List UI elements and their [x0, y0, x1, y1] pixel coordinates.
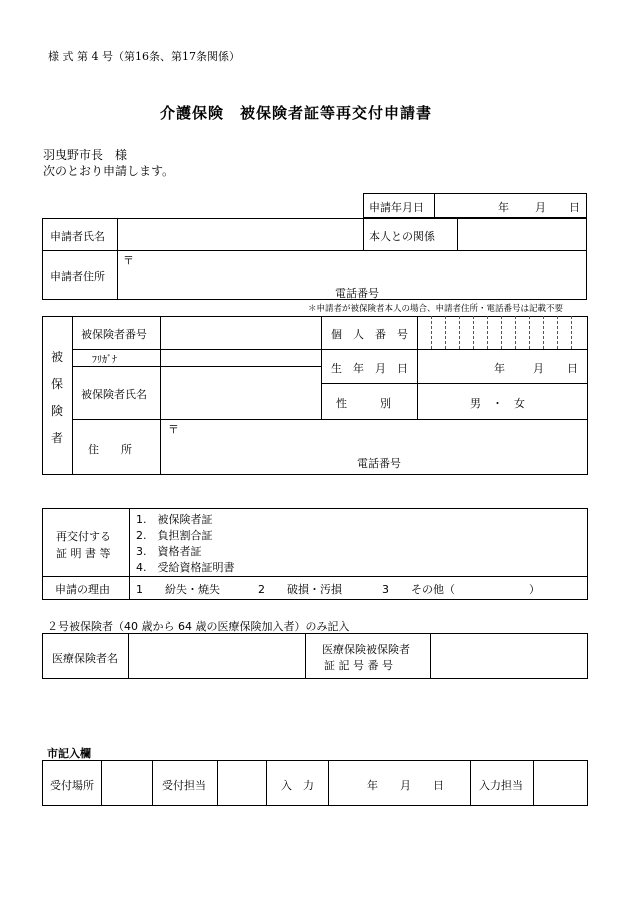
insured-side-label-4: 者: [50, 431, 63, 445]
input-label: 入 力: [281, 779, 314, 792]
sex-label: 性 別: [336, 397, 391, 410]
application-day-label: 日: [569, 201, 580, 214]
addressee: 羽曳野市長 様: [43, 148, 128, 162]
insured-number-field[interactable]: [162, 318, 319, 347]
furigana-label: ﾌﾘｶﾞﾅ: [92, 355, 117, 366]
birth-year-label: 年: [494, 362, 505, 375]
relation-label: 本人との関係: [369, 230, 435, 243]
input-staff-label: 入力担当: [479, 779, 523, 792]
insured-phone-label: 電話番号: [357, 457, 401, 470]
reason-2[interactable]: 2 破損・汚損: [258, 583, 342, 596]
input-month-label: 月: [400, 779, 411, 792]
application-date-field[interactable]: [436, 194, 496, 216]
applicant-name-field[interactable]: [119, 220, 361, 248]
reissue-label-line1: 再交付する: [56, 530, 111, 543]
city-heading: 市記入欄: [47, 747, 91, 760]
reason-3[interactable]: 3 その他（: [382, 583, 455, 596]
medical-insurer-label: 医療保険者名: [52, 652, 118, 665]
reissue-item-2[interactable]: 2. 負担割合証: [136, 529, 213, 542]
reception-staff-label: 受付担当: [162, 779, 206, 792]
insured-name-label: 被保険者氏名: [81, 388, 147, 401]
medical-insurer-field[interactable]: [130, 635, 303, 677]
birth-day-label: 日: [567, 362, 578, 375]
reason-other-close: ）: [529, 583, 540, 596]
applicant-address-label: 申請者住所: [50, 270, 105, 283]
insured-number-label: 被保険者番号: [81, 328, 147, 341]
form-number: 様 式 第 4 号（第16条、第17条関係）: [48, 50, 240, 63]
medical-insured-number-field[interactable]: [432, 635, 586, 677]
insured-side-label-1: 被: [50, 350, 63, 364]
applicant-note: ＊申請者が被保険者本人の場合、申請者住所・電話番号は記載不要: [308, 304, 564, 314]
applicant-phone-label: 電話番号: [335, 287, 379, 300]
insured-side-label-3: 険: [50, 404, 63, 418]
reissue-item-4[interactable]: 4. 受給資格証明書: [136, 561, 235, 574]
sex-options[interactable]: 男 ・ 女: [470, 397, 525, 410]
reissue-label-line2: 証 明 書 等: [56, 547, 111, 560]
personal-number-field[interactable]: [419, 318, 586, 347]
reissue-item-3[interactable]: 3. 資格者証: [136, 545, 202, 558]
application-year-label: 年: [498, 201, 509, 214]
medical-insured-label-1: 医療保険被保険者: [322, 643, 410, 656]
page-title: 介護保険 被保険者証等再交付申請書: [160, 104, 433, 122]
input-year-label: 年: [367, 779, 378, 792]
medical-insured-label-2: 証 記 号 番 号: [324, 659, 393, 672]
application-month-label: 月: [535, 201, 546, 214]
insured-address-field[interactable]: [180, 421, 580, 451]
reception-place-label: 受付場所: [50, 779, 94, 792]
input-day-label: 日: [433, 779, 444, 792]
birth-month-label: 月: [533, 362, 544, 375]
reason-other-field[interactable]: [465, 579, 525, 596]
applicant-address-field[interactable]: [140, 252, 580, 282]
insured-name-field[interactable]: [162, 368, 319, 417]
postal-mark: 〒: [123, 254, 134, 267]
insured-postal-mark: 〒: [168, 423, 179, 436]
type2-heading: ２号被保険者（40 歳から 64 歳の医療保険加入者）のみ記入: [47, 620, 350, 633]
furigana-field[interactable]: [162, 350, 319, 365]
reason-label: 申請の理由: [55, 583, 110, 596]
insured-side-label-2: 保: [50, 377, 63, 391]
personal-number-label: 個 人 番 号: [331, 328, 408, 341]
reissue-item-1[interactable]: 1. 被保険者証: [136, 513, 213, 526]
insured-address-label: 住 所: [88, 443, 132, 456]
birth-date-field[interactable]: [419, 351, 489, 381]
application-date-label: 申請年月日: [369, 201, 424, 214]
applicant-name-label: 申請者氏名: [50, 230, 105, 243]
relation-field[interactable]: [459, 220, 585, 248]
reason-1[interactable]: 1 紛失・焼失: [136, 583, 220, 596]
birth-date-label: 生 年 月 日: [331, 362, 408, 375]
intro-text: 次のとおり申請します。: [43, 164, 175, 178]
